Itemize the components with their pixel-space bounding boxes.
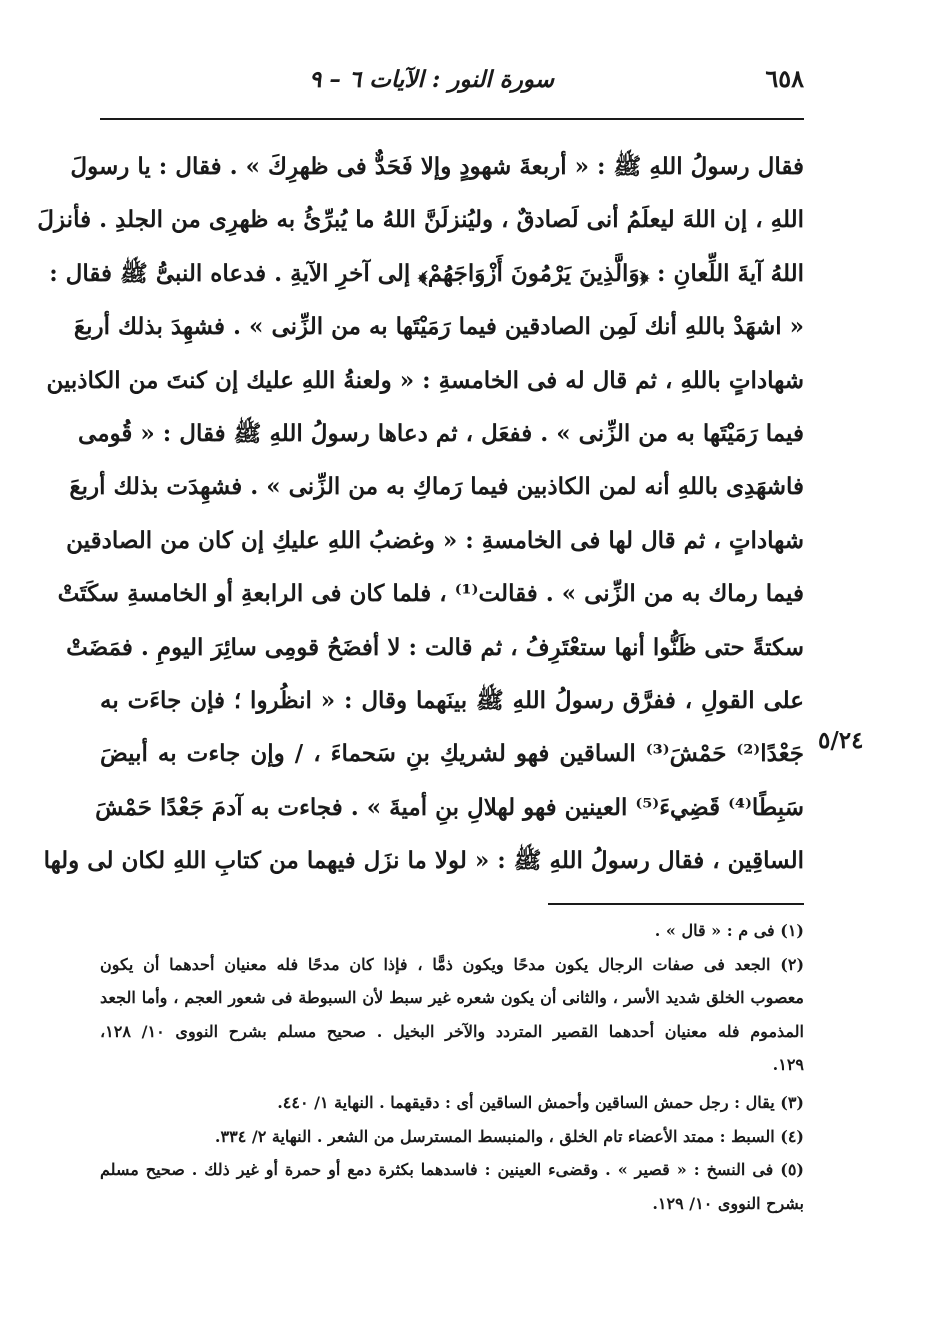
footnote-line: (٥) فى النسخ : « قصير » . وقضىء العينين : فاسدهما بكثرة دمع أو حمرة أو غير ذلك . صحيح مسلم [100, 1160, 804, 1180]
footnote-line: (١) فى م : « قال » . [654, 921, 804, 940]
text-line: سَبِطًا⁽⁴⁾ قَضِيءَ⁽⁵⁾ العينين فهو لهلالِ بنِ أميةَ » . فجاءت به آدمَ جَعْدًا حَمْشَ [95, 793, 804, 821]
footnote-line: معصوب الخلق شديد الأسر ، والثانى أن يكون شعره غير سبط لأن السبوطة فى شعور العجم ، وأما الجعد [100, 988, 804, 1008]
text-line: شهاداتٍ باللهِ ، ثم قال له فى الخامسةِ : « ولعنةُ اللهِ عليك إن كنتَ من الكاذبين [46, 366, 804, 394]
page-number: ٦٥٨ [765, 64, 804, 93]
footnote-line: المذموم فله معنيان أحدهما القصير المتردد والآخر البخيل . صحيح مسلم بشرح النووى ١٠/ ١٢٨، [100, 1021, 804, 1041]
footnote-line: (٢) الجعد فى صفات الرجال يكون مدحًا ويكون ذمًّا ، فإذا كان مدحًا فله معنيان أحدهما أن يكون [100, 954, 805, 974]
footnote [100, 1120, 804, 1154]
footnote-line: (٤) السبط : ممتد الأعضاء تام الخلق ، والمنبسط المسترسل من الشعر . النهاية ٢/ ٣٣٤. [214, 1126, 804, 1146]
text-line: اللهِ ، إن اللهَ ليعلَمُ أنى لَصادقٌ ، وليُنزلَنَّ اللهُ ما يُبرِّئُ به ظهرِى من الجلدِ . فأنزلَ [37, 206, 804, 234]
footnote-line: (٣) يقال : رجل حمش الساقين وأحمش الساقين أى : دقيقهما . النهاية ١/ ٤٤٠. [277, 1092, 804, 1112]
text-line: على القولِ ، ففرَّق رسولُ اللهِ ﷺ بينَهما وقال : « انظُروا ؛ فإن جاءَت به [100, 686, 804, 714]
text-line: اللهُ آيةَ اللِّعانِ : ﴿وَالَّذِينَ يَرْمُونَ أَزْوَاجَهُمْ﴾ إلى آخرِ الآيةِ . فدعاه النبىُّ ﷺ فقال : [49, 259, 804, 287]
main-text [37, 140, 804, 887]
text-line: فاشهَدِى باللهِ أنه لمن الكاذبين فيما رَماكِ به من الزِّنى » . فشهِدَت بذلك أربعَ [69, 473, 804, 501]
footnote [100, 914, 804, 948]
text-line: فيما رَمَيْتَها به من الزِّنى » . ففعَل ، ثم دعاها رسولُ اللهِ ﷺ فقال : « قُومى [78, 419, 804, 447]
text-line: « اشهَدْ باللهِ أنك لَمِن الصادقين فيما رَمَيْتَها به من الزِّنى » . فشهِدَ بذلك أربعَ [73, 313, 804, 341]
footnote [100, 1153, 804, 1220]
text-line: فقال رسولُ اللهِ ﷺ : « أربعةَ شهودٍ وإلا فَحَدٌّ فى ظهرِكَ » . فقال : يا رسولَ [70, 153, 804, 180]
footnotes [100, 914, 804, 1220]
text-line: الساقِين ، فقال رسولُ اللهِ ﷺ : « لولا ما نزَل فيهما من كتابِ اللهِ لكان لى ولها [43, 847, 804, 875]
footnote [100, 948, 804, 1082]
footnote [100, 1086, 804, 1120]
footnote-separator [548, 903, 804, 905]
page-header [100, 62, 804, 108]
text-line: سكتةً حتى ظَنُّوا أنها ستعْتَرِفُ ، ثم قالت : لا أفضَحُ قومِى سائِرَ اليومِ . فمَضَتْ [66, 633, 804, 661]
margin-volume-page-note: ٥/٢٤ [818, 727, 864, 754]
running-title: سورة النور : الآيات ٦ – ٩ [309, 66, 554, 93]
footnote-line: ١٢٩. [772, 1055, 804, 1075]
text-line: شهاداتٍ ، ثم قال لها فى الخامسةِ : « وغضبُ اللهِ عليكِ إن كان من الصادقين [66, 526, 804, 554]
footnote-line: بشرح النووى ١٠/ ١٢٩. [652, 1193, 804, 1213]
header-rule [100, 118, 804, 120]
text-line: فيما رماك به من الزِّنى » . فقالت⁽¹⁾ ، فلما كان فى الرابعةِ أو الخامسةِ سكَتَتْ [57, 580, 804, 608]
text-line: جَعْدًا⁽²⁾ حَمْشَ⁽³⁾ الساقين فهو لشريكِ بنِ سَحماءَ ، / وإن جاءت به أبيضَ [100, 740, 804, 768]
